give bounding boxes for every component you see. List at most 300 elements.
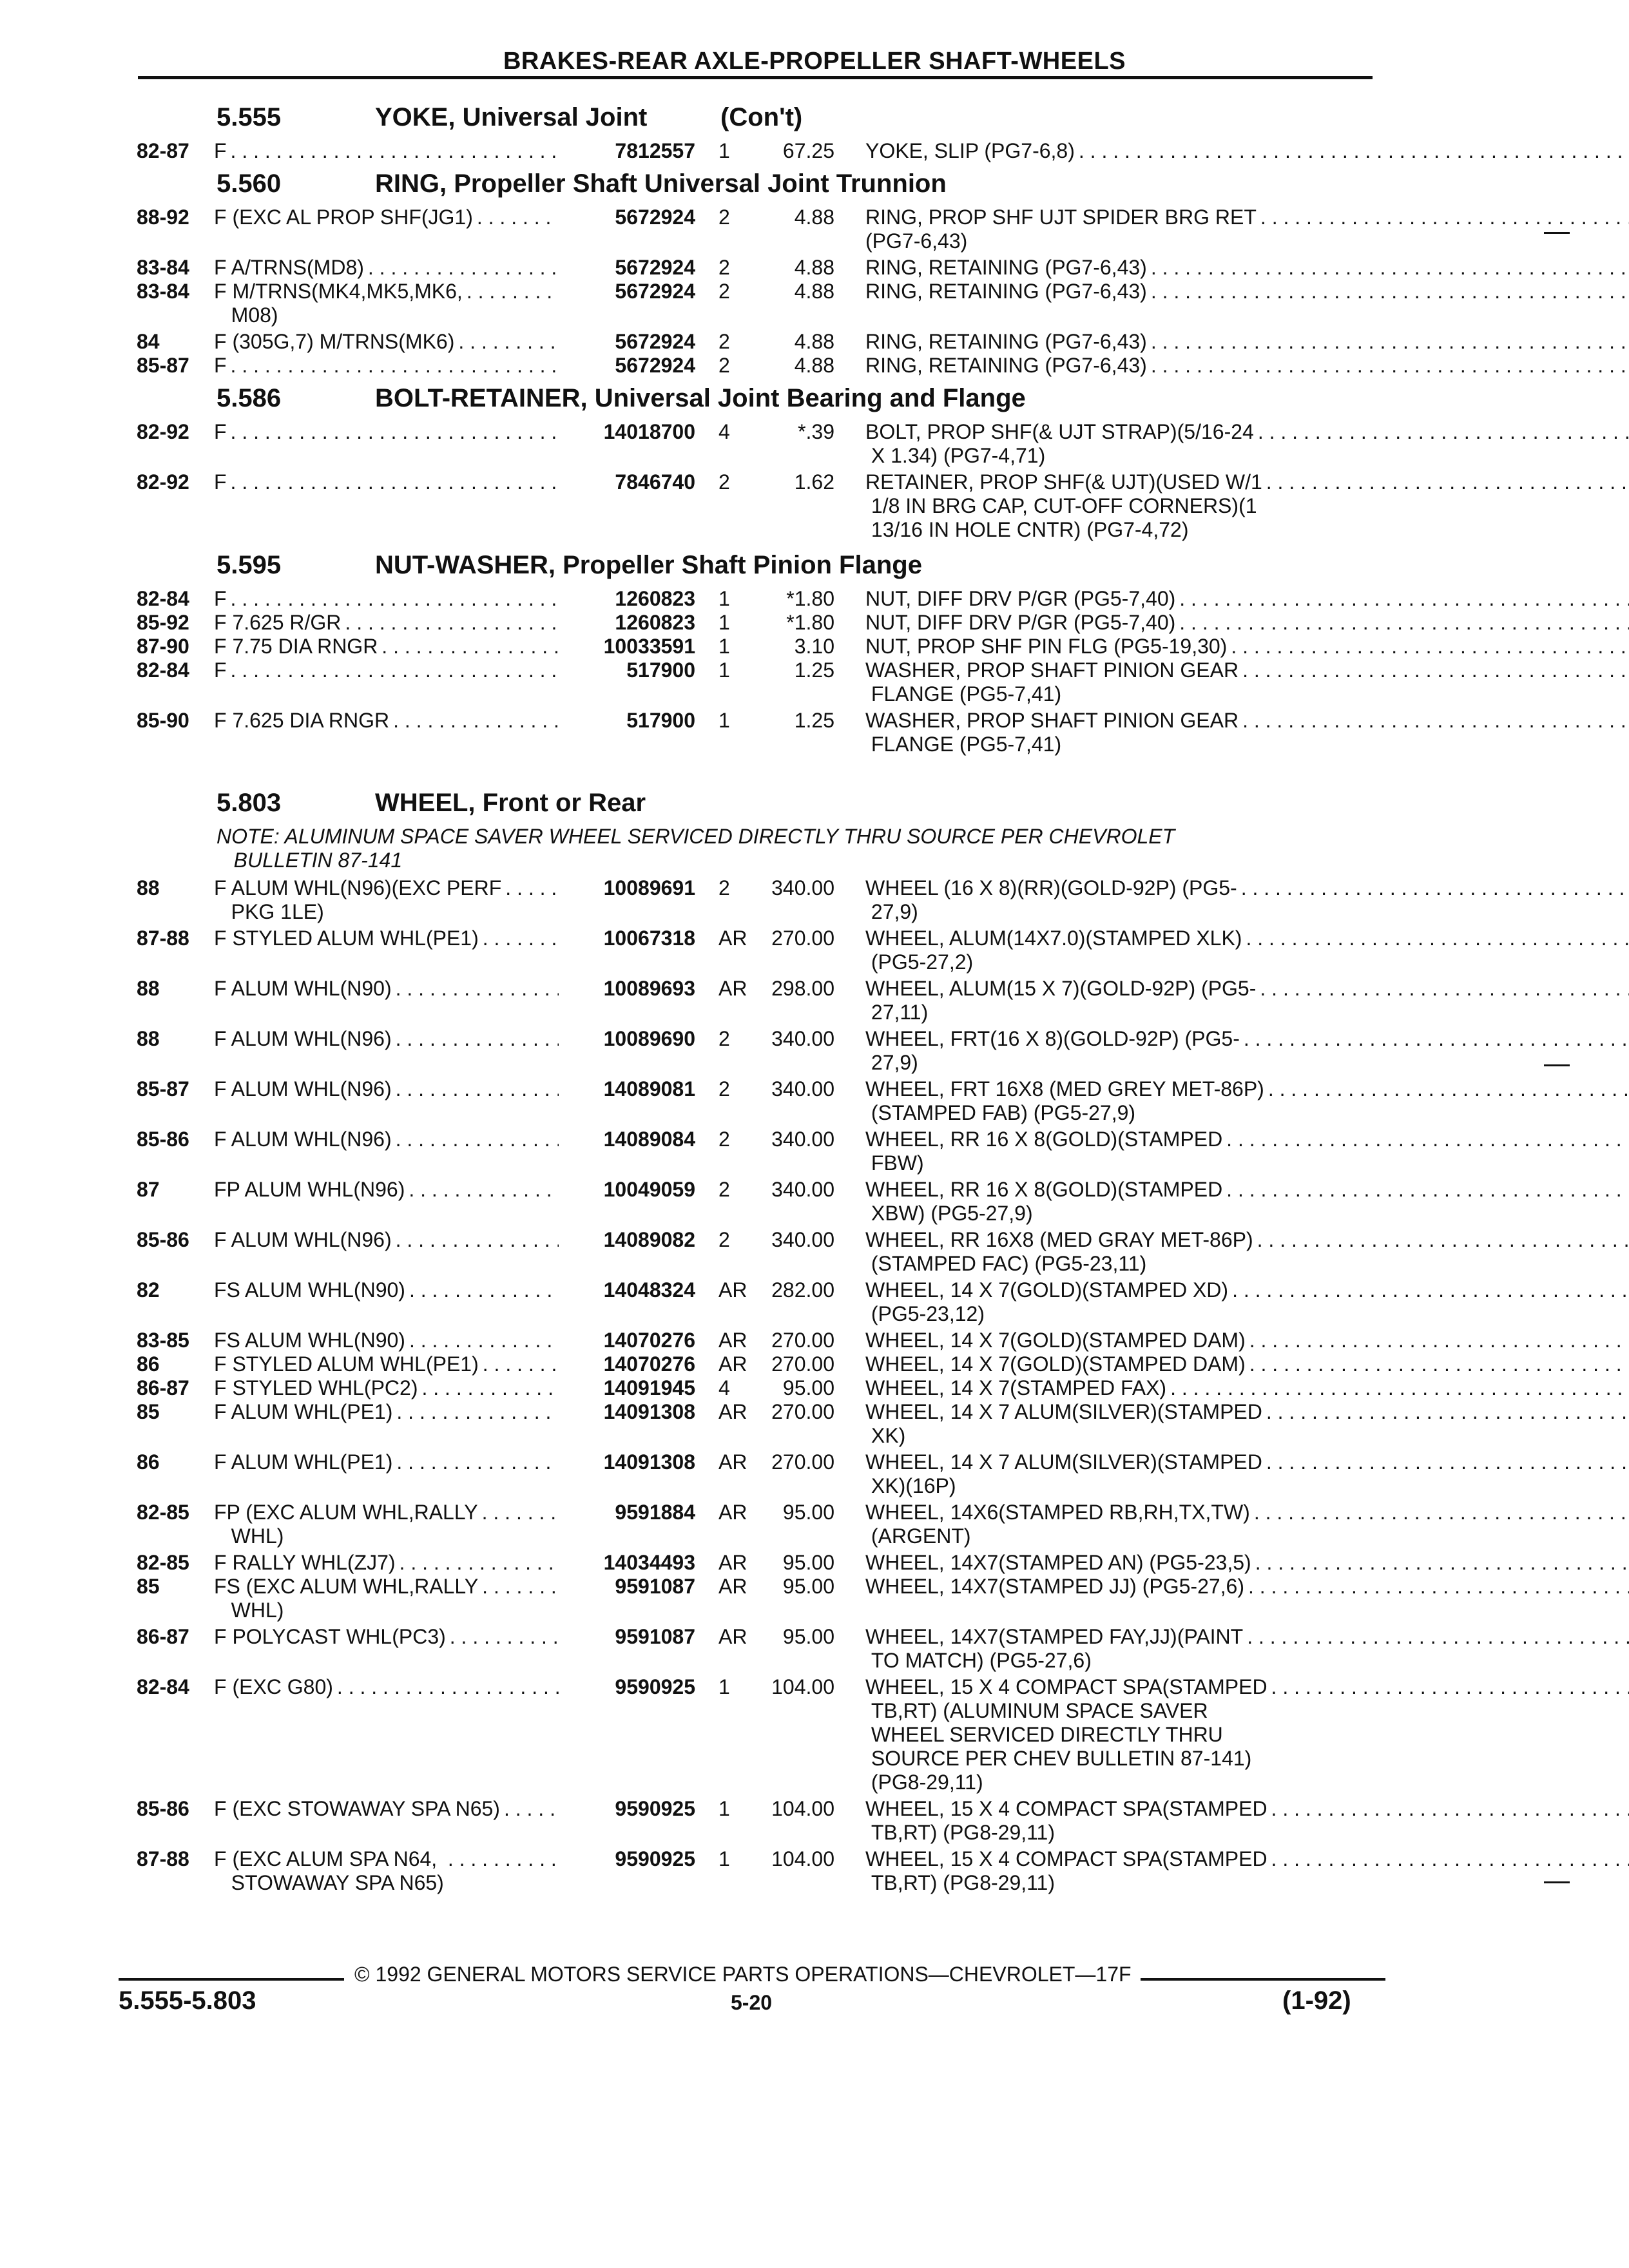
model-years: 85 [137,1400,160,1423]
application [214,1352,559,1376]
description-text: WHEEL, FRT(16 X 8)(GOLD-92P) (PG5- 27,9) [865,1027,1240,1074]
model-years: 82-84 [137,1675,189,1698]
application [214,927,559,950]
part-number: 14089081 [603,1077,695,1100]
part-row [137,1077,1380,1125]
price: 298.00 [771,977,834,1000]
application-text: F M/TRNS(MK4,MK5,MK6, M08) [214,280,463,327]
description [865,1376,1629,1400]
dot-leader [396,1228,559,1252]
quantity: 1 [718,1797,730,1820]
description [865,635,1629,658]
part-row [137,876,1380,924]
application-text: F RALLY WHL(ZJ7) [214,1551,396,1574]
part-number: 9591884 [615,1501,695,1524]
quantity: AR [718,1400,747,1423]
quantity: 2 [718,1178,730,1201]
quantity: 1 [718,1847,730,1870]
description [865,977,1629,1024]
part-number: 1260823 [615,587,695,610]
quantity: 2 [718,256,730,279]
part-row [137,611,1380,635]
application-text: F (EXC ALUM SPA N64, STOWAWAY SPA N65) [214,1847,444,1894]
part-row [137,1228,1380,1276]
description [865,587,1629,611]
dot-leader [458,330,559,354]
quantity: 1 [718,587,730,610]
application-text: F ALUM WHL(N96) [214,1027,392,1050]
application-text: F [214,470,227,494]
application-text: F STYLED ALUM WHL(PE1) [214,1352,479,1376]
part-number: 14091945 [603,1376,695,1399]
application [214,1376,559,1400]
section-number: 5.803 [217,789,282,817]
description [865,139,1629,163]
application [214,139,559,163]
description [865,1178,1629,1225]
dot-leader [1231,635,1629,658]
description-text: RING, RETAINING (PG7-6,43) [865,280,1147,303]
price: 4.88 [794,256,834,279]
part-number: 7846740 [615,470,695,494]
quantity: AR [718,1450,747,1474]
description [865,1575,1629,1599]
description [865,1352,1629,1376]
section-title: WHEEL, Front or Rear [375,789,646,817]
description-text: WHEEL, RR 16 X 8(GOLD)(STAMPED FBW) [865,1128,1223,1175]
price: 4.88 [794,206,834,229]
model-years: 83-84 [137,280,189,303]
model-years: 85-92 [137,611,189,634]
part-number: 517900 [626,658,695,682]
part-row [137,1352,1380,1376]
footer-section-range: 5.555-5.803 [119,1986,256,2015]
price: 340.00 [771,1178,834,1201]
model-years: 82-85 [137,1551,189,1574]
dot-leader [1260,206,1629,253]
application-text: F (305G,7) M/TRNS(MK6) [214,330,455,353]
part-number: 10089690 [603,1027,695,1050]
model-years: 82-87 [137,139,189,162]
dot-leader [396,977,559,1001]
section-gap [137,759,1380,782]
application [214,354,559,378]
price: 95.00 [782,1501,834,1524]
price: 1.62 [794,470,834,494]
model-years: 86 [137,1352,160,1376]
model-years: 82-92 [137,420,189,443]
description [865,280,1629,303]
part-row [137,420,1380,468]
application [214,1575,559,1622]
part-row [137,927,1380,974]
dot-leader [1170,1376,1629,1400]
part-number: 9590925 [615,1847,695,1870]
dot-leader [1151,330,1629,354]
application [214,611,559,635]
application-text: F 7.625 R/GR [214,611,342,634]
application [214,1077,559,1101]
page-title: BRAKES-REAR AXLE-PROPELLER SHAFT-WHEELS [503,48,1126,75]
section-number: 5.595 [217,551,282,579]
description [865,658,1629,706]
part-number: 14070276 [603,1329,695,1352]
application [214,1400,559,1424]
part-row [137,709,1380,756]
description [865,1501,1629,1548]
application-text: F [214,658,227,682]
dot-leader [1244,1027,1629,1075]
model-years: 85-87 [137,354,189,377]
application [214,1847,559,1895]
price: 282.00 [771,1278,834,1302]
quantity: AR [718,1352,747,1376]
application [214,1501,559,1548]
price: 340.00 [771,1228,834,1251]
part-number: 14034493 [603,1551,695,1574]
description-text: NUT, DIFF DRV P/GR (PG5-7,40) [865,611,1176,634]
description [865,1329,1629,1352]
description-text: YOKE, SLIP (PG7-6,8) [865,139,1075,162]
dot-leader [1254,1501,1629,1548]
application [214,206,559,229]
dot-leader [421,1376,559,1400]
price: 4.88 [794,330,834,353]
model-years: 87-88 [137,927,189,950]
description-text: WHEEL, 14 X 7(STAMPED FAX) [865,1376,1167,1399]
description-text: WHEEL, RR 16X8 (MED GRAY MET-86P) (STAMPED FAC) (PG5-23,11) [865,1228,1253,1275]
part-number: 10049059 [603,1178,695,1201]
dot-leader [482,1501,559,1548]
price: *1.80 [786,611,834,634]
description [865,1675,1629,1794]
dot-leader [1242,709,1629,756]
part-row [137,1450,1380,1498]
description [865,1128,1629,1175]
dot-leader [1226,1178,1629,1225]
section-heading [137,163,1380,206]
part-row [137,280,1380,327]
price: *1.80 [786,587,834,610]
model-years: 85 [137,1575,160,1598]
part-row [137,1376,1380,1400]
application [214,587,559,611]
application-text: F ALUM WHL(PE1) [214,1400,393,1423]
part-number: 10089693 [603,977,695,1000]
quantity: 1 [718,139,730,162]
application [214,876,559,924]
part-number: 5672924 [615,206,695,229]
description-text: WHEEL, 15 X 4 COMPACT SPA(STAMPED TB,RT) (PG8-29,11) [865,1847,1268,1894]
application-text: F ALUM WHL(N96)(EXC PERF PKG 1LE) [214,876,502,923]
section-heading [137,97,1380,139]
description-text: WHEEL, 15 X 4 COMPACT SPA(STAMPED TB,RT) (ALUMINUM SPACE SAVER WHEEL SERVICED DIRECTLY THRU SOURCE PER CHEV BULLETIN 87-141) (PG8-29,11) [865,1675,1268,1794]
description-text: WASHER, PROP SHAFT PINION GEAR FLANGE (PG5-7,41) [865,709,1239,756]
part-number: 9590925 [615,1797,695,1820]
part-row [137,1178,1380,1225]
dot-leader [396,1128,559,1151]
application-text: F STYLED ALUM WHL(PE1) [214,927,479,950]
application [214,256,559,280]
application-text: FS (EXC ALUM WHL,RALLY WHL) [214,1575,479,1622]
description-text: RING, RETAINING (PG7-6,43) [865,330,1147,353]
dot-leader [345,611,559,635]
quantity: 4 [718,1376,730,1399]
description [865,206,1629,253]
quantity: AR [718,1501,747,1524]
margin-mark [1544,232,1570,234]
description-text: WHEEL, 14 X 7 ALUM(SILVER)(STAMPED XK)(16P) [865,1450,1262,1497]
price: 95.00 [782,1551,834,1574]
description [865,330,1629,354]
application-text: FP ALUM WHL(N96) [214,1178,405,1201]
dot-leader [1151,256,1629,280]
quantity: 1 [718,635,730,658]
dot-leader [1266,1400,1629,1448]
dot-leader [381,635,559,658]
dot-leader [1246,927,1629,974]
description-text: WHEEL, ALUM(15 X 7)(GOLD-92P) (PG5- 27,11) [865,977,1257,1024]
dot-leader [1268,1077,1629,1125]
description-text: WHEEL, 14X7(STAMPED JJ) (PG5-27,6) [865,1575,1244,1598]
dot-leader [1266,1450,1629,1498]
description [865,611,1629,635]
application-text: F 7.75 DIA RNGR [214,635,378,658]
description-text: RING, RETAINING (PG7-6,43) [865,256,1147,279]
dot-leader [409,1178,559,1202]
part-number: 5672924 [615,256,695,279]
part-number: 10067318 [603,927,695,950]
quantity: 2 [718,1077,730,1100]
application [214,709,559,733]
application-text: F ALUM WHL(PE1) [214,1450,393,1474]
quantity: 1 [718,709,730,732]
part-row [137,1675,1380,1794]
description-text: NUT, DIFF DRV P/GR (PG5-7,40) [865,587,1176,610]
model-years: 85-87 [137,1077,189,1100]
section-number: 5.560 [217,169,282,198]
part-number: 5672924 [615,354,695,377]
quantity: 2 [718,280,730,303]
dot-leader [1179,587,1629,611]
price: 340.00 [771,1027,834,1050]
model-years: 86 [137,1450,160,1474]
part-row [137,1400,1380,1448]
dot-leader [1179,611,1629,635]
application [214,280,559,327]
part-number: 5672924 [615,330,695,353]
description-text: WHEEL, FRT 16X8 (MED GREY MET-86P) (STAMPED FAB) (PG5-27,9) [865,1077,1264,1124]
model-years: 87-90 [137,635,189,658]
quantity: 2 [718,876,730,899]
application-text: F ALUM WHL(N96) [214,1128,392,1151]
model-years: 82-85 [137,1501,189,1524]
dot-leader [400,1551,559,1575]
model-years: 87-88 [137,1847,189,1870]
price: 1.25 [794,709,834,732]
dot-leader [1260,977,1629,1024]
application-text: F ALUM WHL(N96) [214,1228,392,1251]
section-number: 5.586 [217,384,282,412]
application-text: F STYLED WHL(PC2) [214,1376,418,1399]
price: 270.00 [771,927,834,950]
part-number: 5672924 [615,280,695,303]
application-text: F [214,587,227,610]
part-row [137,1625,1380,1673]
dot-leader [1258,420,1629,468]
application [214,658,559,682]
dot-leader [1271,1797,1629,1845]
application-text: F ALUM WHL(N96) [214,1077,392,1100]
price: 270.00 [771,1352,834,1376]
description-text: WHEEL, 14X6(STAMPED RB,RH,TX,TW) (ARGENT) [865,1501,1250,1548]
application [214,1625,559,1649]
dot-leader [483,927,559,950]
part-number: 7812557 [615,139,695,162]
model-years: 86-87 [137,1376,189,1399]
price: 104.00 [771,1675,834,1698]
dot-leader [1255,1551,1629,1575]
footer-revision-date: (1-92) [1282,1986,1351,2015]
quantity: 1 [718,1675,730,1698]
application [214,1027,559,1051]
quantity: 1 [718,658,730,682]
dot-leader [396,1027,559,1051]
price: 270.00 [771,1450,834,1474]
model-years: 85-90 [137,709,189,732]
description-text: RING, RETAINING (PG7-6,43) [865,354,1147,377]
price: 104.00 [771,1797,834,1820]
quantity: AR [718,1329,747,1352]
model-years: 88-92 [137,206,189,229]
part-row [137,658,1380,706]
quantity: 2 [718,1228,730,1251]
dot-leader [409,1329,559,1352]
dot-leader [505,876,559,924]
application [214,1675,559,1699]
dot-leader [1266,470,1629,542]
part-row [137,256,1380,280]
description [865,1450,1629,1498]
part-number: 10033591 [603,635,695,658]
application-text: F (EXC G80) [214,1675,333,1698]
dot-leader [231,354,559,378]
description-text: WHEEL, 14 X 7(GOLD)(STAMPED DAM) [865,1352,1246,1376]
description-text: NUT, PROP SHF PIN FLG (PG5-19,30) [865,635,1228,658]
price: 270.00 [771,1400,834,1423]
dot-leader [467,280,559,327]
quantity: 2 [718,470,730,494]
part-number: 9591087 [615,1575,695,1598]
quantity: 2 [718,354,730,377]
quantity: AR [718,927,747,950]
application [214,1329,559,1352]
part-number: 517900 [626,709,695,732]
dot-leader [231,420,559,444]
section-heading [137,544,1380,587]
application [214,330,559,354]
description [865,1797,1629,1845]
application [214,1551,559,1575]
model-years: 86-87 [137,1625,189,1648]
part-number: 14048324 [603,1278,695,1302]
description-text: RETAINER, PROP SHF(& UJT)(USED W/1 1/8 IN BRG CAP, CUT-OFF CORNERS)(1 13/16 IN HOLE CNTR) (PG7-4,72) [865,470,1262,541]
dot-leader [1226,1128,1629,1175]
model-years: 88 [137,876,160,899]
application-text: FS ALUM WHL(N90) [214,1329,405,1352]
application [214,1450,559,1474]
description [865,927,1629,974]
part-row [137,1551,1380,1575]
price: 1.25 [794,658,834,682]
part-number: 14091308 [603,1400,695,1423]
model-years: 82-92 [137,470,189,494]
price: 67.25 [782,139,834,162]
description-text: WHEEL, ALUM(14X7.0)(STAMPED XLK) (PG5-27,2) [865,927,1242,974]
description-text: WASHER, PROP SHAFT PINION GEAR FLANGE (PG5-7,41) [865,658,1239,706]
model-years: 88 [137,977,160,1000]
description [865,1625,1629,1673]
application [214,1278,559,1302]
dot-leader [396,1077,559,1101]
dot-leader [231,658,559,682]
model-years: 88 [137,1027,160,1050]
application-text: FS ALUM WHL(N90) [214,1278,405,1302]
dot-leader [393,709,559,733]
part-row [137,354,1380,378]
application-text: F POLYCAST WHL(PC3) [214,1625,446,1648]
section-title: YOKE, Universal Joint [375,103,648,131]
application [214,635,559,658]
quantity: 2 [718,1128,730,1151]
price: 4.88 [794,280,834,303]
description-text: WHEEL, 14 X 7(GOLD)(STAMPED XD) (PG5-23,12) [865,1278,1229,1325]
dot-leader [1271,1675,1629,1794]
application-text: F [214,354,227,377]
part-row [137,1847,1380,1895]
application-text: F (EXC STOWAWAY SPA N65) [214,1797,500,1820]
application-text: F A/TRNS(MD8) [214,256,364,279]
quantity: 2 [718,1027,730,1050]
dot-leader [1242,658,1629,706]
dot-leader [1271,1847,1629,1895]
part-row [137,330,1380,354]
quantity: AR [718,1278,747,1302]
part-number: 14091308 [603,1450,695,1474]
part-row [137,206,1380,253]
dot-leader [1247,1625,1629,1673]
application [214,1178,559,1202]
description [865,1278,1629,1326]
description [865,256,1629,280]
description [865,876,1629,924]
part-number: 14089084 [603,1128,695,1151]
description [865,1228,1629,1276]
dot-leader [231,470,559,494]
description-text: WHEEL, 14 X 7(GOLD)(STAMPED DAM) [865,1329,1246,1352]
price: 104.00 [771,1847,834,1870]
model-years: 83-84 [137,256,189,279]
dot-leader [1079,139,1629,163]
application [214,977,559,1001]
price: 340.00 [771,1128,834,1151]
description [865,709,1629,756]
dot-leader [396,1400,559,1424]
model-years: 85-86 [137,1797,189,1820]
section-number: 5.555 [217,103,282,131]
model-years: 83-85 [137,1329,189,1352]
dot-leader [477,206,559,229]
